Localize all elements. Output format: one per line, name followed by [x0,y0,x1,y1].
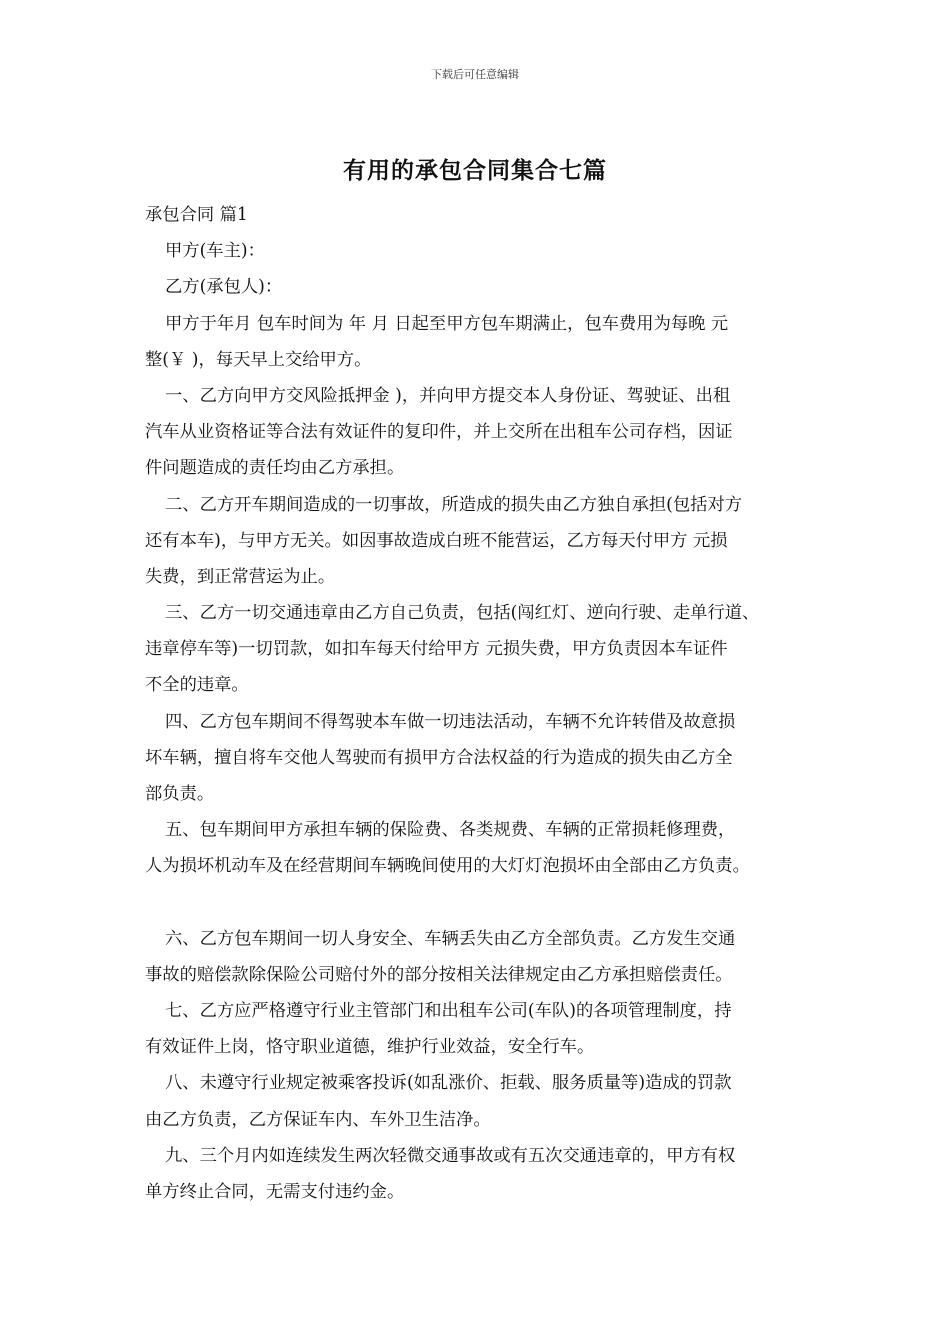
paragraph-line: 甲方于年月 包车时间为 年 月 日起至甲方包车期满止，包车费用为每晚 元 [165,313,729,334]
clause-3 [145,595,810,704]
clause-6 [145,921,810,993]
paragraph-line: 事故的赔偿款除保险公司赔付外的部分按相关法律规定由乙方承担赔偿责任。 [145,964,733,985]
paragraph-line: 由乙方负责，乙方保证车内、车外卫生洁净。 [145,1109,491,1130]
paragraph-line: 七、乙方应严格遵守行业主管部门和出租车公司(车队)的各项管理制度，持 [165,1000,732,1021]
party-b-line: 乙方(承包人)： [165,277,283,298]
paragraph-line: 六、乙方包车期间一切人身安全、车辆丢失由乙方全部负责。乙方发生交通 [165,928,736,949]
clause-8 [145,1065,810,1137]
paragraph-line: 三、乙方一切交通违章由乙方自己负责，包括(闯红灯、逆向行驶、走单行道、 [165,603,760,624]
blank-spacer [145,885,810,921]
section-heading: 承包合同 篇1 [145,205,248,225]
paragraph-line: 件问题造成的责任均由乙方承担。 [145,458,405,479]
paragraph-line: 失费，到正常营运为止。 [145,566,336,587]
paragraph-line: 八、未遵守行业规定被乘客投诉(如乱涨价、拒载、服务质量等)造成的罚款 [165,1073,732,1094]
clause-9 [145,1138,810,1210]
paragraph-intro [145,306,810,378]
party-a-line: 甲方(车主)： [165,241,265,262]
clause-5 [145,812,810,884]
paragraph-line: 汽车从业资格证等合法有效证件的复印件，并上交所在出租车公司存档，因证 [145,422,733,443]
paragraph-line: 整(￥ )，每天早上交给甲方。 [145,349,372,370]
paragraph-line: 部负责。 [145,784,215,804]
clause-4 [145,704,810,813]
paragraph-line: 单方终止合同，无需支付违约金。 [145,1181,405,1202]
paragraph-line: 坏车辆，擅自将车交他人驾驶而有损甲方合法权益的行为造成的损失由乙方全 [145,747,733,768]
paragraph-line: 一、乙方向甲方交风险抵押金 )，并向甲方提交本人身份证、驾驶证、出租 [165,385,731,406]
clause-7 [145,993,810,1065]
paragraph-line: 五、包车期间甲方承担车辆的保险费、各类规费、车辆的正常损耗修理费， [165,820,736,841]
paragraph-line: 九、三个月内如连续发生两次轻微交通事故或有五次交通违章的，甲方有权 [165,1145,736,1166]
clause-2 [145,487,810,596]
paragraph-line: 还有本车)，与甲方无关。如因事故造成白班不能营运，乙方每天付甲方 元损 [145,530,728,551]
paragraph-line: 四、乙方包车期间不得驾驶本车做一切违法活动，车辆不允许转借及故意损 [165,711,736,732]
paragraph-line: 二、乙方开车期间造成的一切事故，所造成的损失由乙方独自承担(包括对方 [165,494,743,515]
paragraph-line: 不全的违章。 [145,675,249,696]
document-title: 有用的承包合同集合七篇 [343,157,607,184]
header-note: 下载后可任意编辑 [431,68,519,81]
paragraph-line: 有效证件上岗，恪守职业道德，维护行业效益，安全行车。 [145,1037,595,1058]
paragraph-line: 人为损坏机动车及在经营期间车辆晚间使用的大灯灯泡损坏由全部由乙方负责。 [145,856,750,877]
clause-1 [145,378,810,487]
paragraph-line: 违章停车等)一切罚款，如扣车每天付给甲方 元损失费，甲方负责因本车证件 [145,639,728,660]
document-body [145,197,810,1210]
